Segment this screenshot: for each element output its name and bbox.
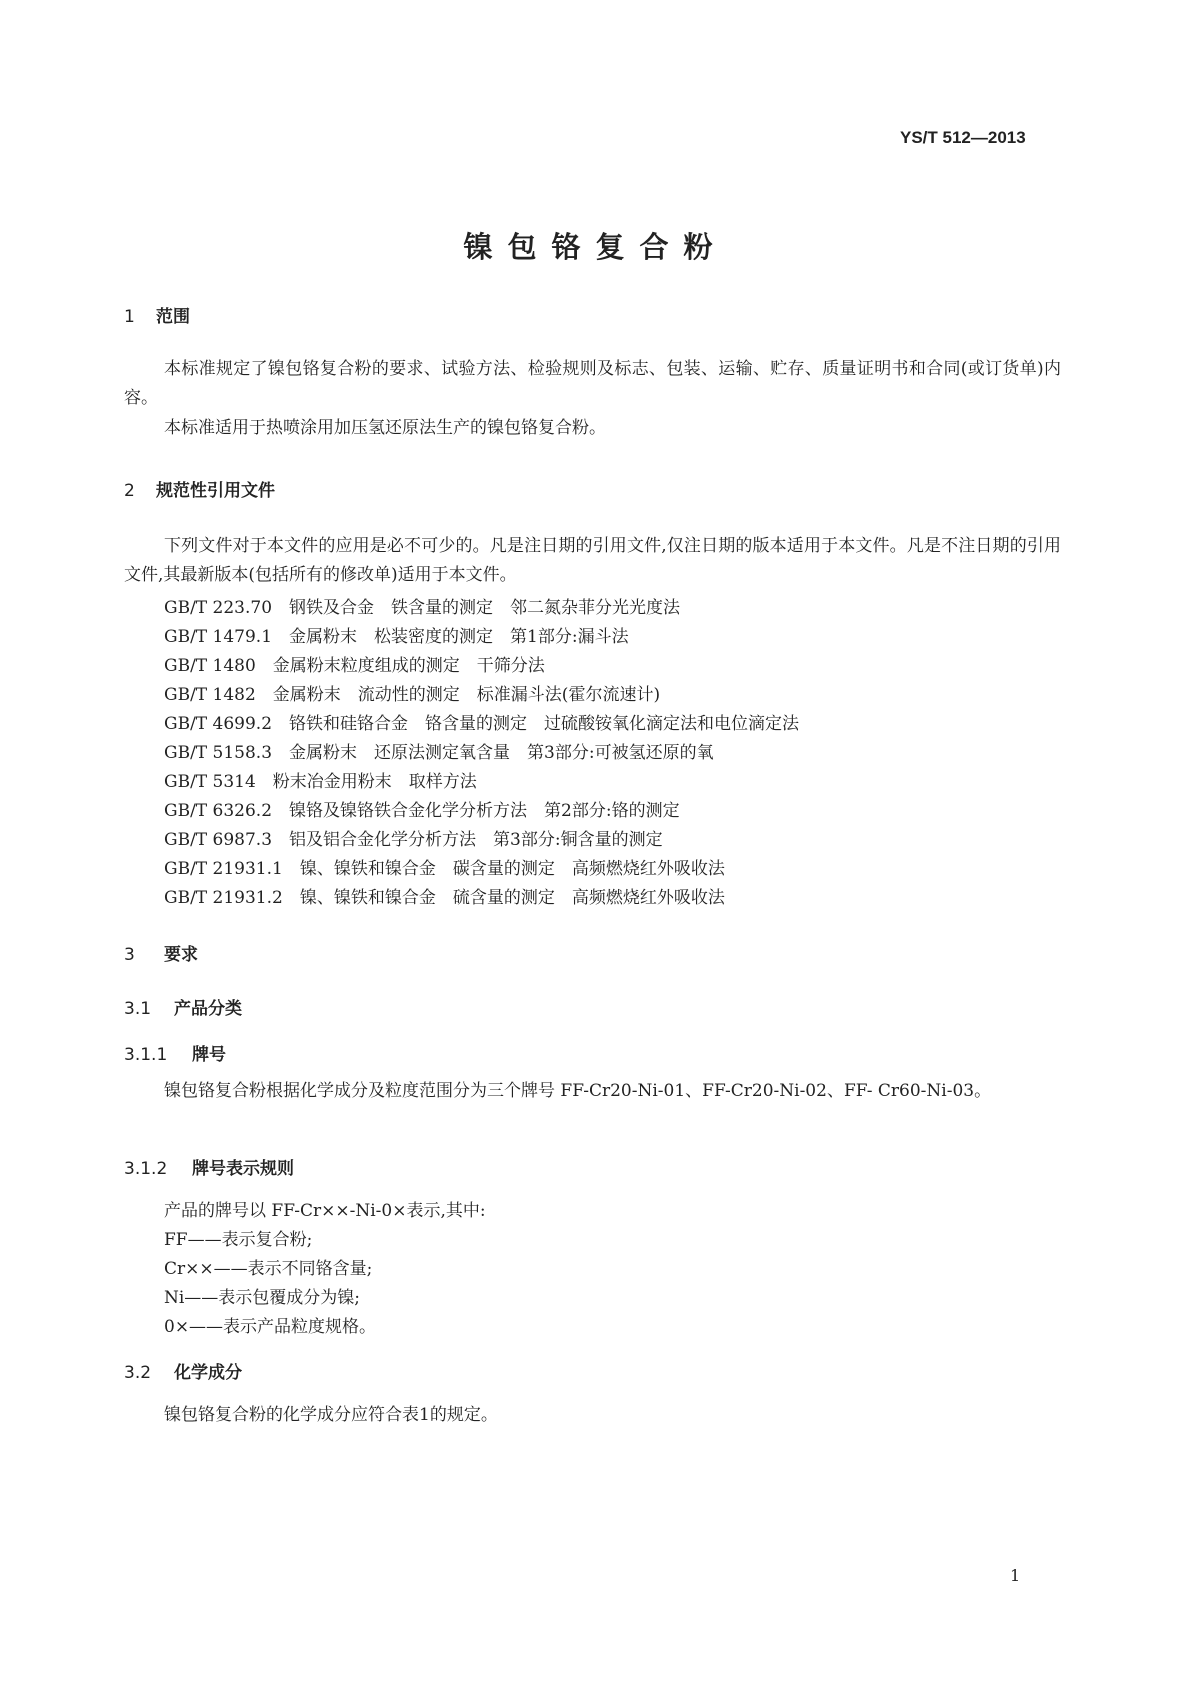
section-title: 规范性引用文件 xyxy=(156,481,275,501)
section-2-heading xyxy=(124,476,275,501)
section-title: 要求 xyxy=(164,945,198,965)
section-title: 范围 xyxy=(156,307,190,327)
standard-number: YS/T 512—2013 xyxy=(900,128,1026,147)
subsection-3-1-2-heading xyxy=(124,1154,294,1179)
rule-line: Cr××——表示不同铬含量; xyxy=(164,1259,373,1279)
reference-item: GB/T 223.70 钢铁及合金 铁含量的测定 邻二氮杂菲分光光度法 xyxy=(164,598,681,618)
subsection-3-1-1-heading xyxy=(124,1040,226,1065)
reference-item: GB/T 4699.2 铬铁和硅铬合金 铬含量的测定 过硫酸铵氧化滴定法和电位滴定法 xyxy=(164,714,800,734)
rule-line: 产品的牌号以 FF-Cr××-Ni-0×表示,其中: xyxy=(164,1201,486,1221)
section-number: 1 xyxy=(124,307,135,327)
subsection-3-1-heading xyxy=(124,994,242,1019)
section-number: 3.1.1 xyxy=(124,1045,168,1065)
subsection-3-2-heading xyxy=(124,1358,242,1383)
section-number: 3.1 xyxy=(124,999,152,1019)
section-number: 2 xyxy=(124,481,135,501)
section-number: 3.2 xyxy=(124,1363,152,1383)
reference-item: GB/T 5314 粉末冶金用粉末 取样方法 xyxy=(164,772,477,792)
rule-line: 0×——表示产品粒度规格。 xyxy=(164,1317,377,1337)
section-1-heading xyxy=(124,302,190,327)
paragraph: 本标准适用于热喷涂用加压氢还原法生产的镍包铬复合粉。 xyxy=(164,418,606,438)
reference-item: GB/T 6987.3 铝及铝合金化学分析方法 第3部分:铜含量的测定 xyxy=(164,830,663,850)
paragraph: 本标准规定了镍包铬复合粉的要求、试验方法、检验规则及标志、包装、运输、贮存、质量证明书和合同(或订货单)内容。 xyxy=(124,359,1061,408)
rule-line: Ni——表示包覆成分为镍; xyxy=(164,1288,361,1308)
reference-item: GB/T 6326.2 镍铬及镍铬铁合金化学分析方法 第2部分:铬的测定 xyxy=(164,801,680,821)
section-title: 产品分类 xyxy=(174,999,242,1019)
section-number: 3.1.2 xyxy=(124,1159,168,1179)
rule-line: FF——表示复合粉; xyxy=(164,1230,313,1250)
section-title: 牌号 xyxy=(192,1045,226,1065)
reference-item: GB/T 5158.3 金属粉末 还原法测定氧含量 第3部分:可被氢还原的氧 xyxy=(164,743,714,763)
page-number: 1 xyxy=(1010,1566,1021,1585)
section-3-heading xyxy=(124,940,198,965)
reference-item: GB/T 21931.2 镍、镍铁和镍合金 硫含量的测定 高频燃烧红外吸收法 xyxy=(164,888,725,908)
paragraph: 下列文件对于本文件的应用是必不可少的。凡是注日期的引用文件,仅注日期的版本适用于本文件。凡是不注日期的引用文件,其最新版本(包括所有的修改单)适用于本文件。 xyxy=(124,536,1061,585)
reference-item: GB/T 1482 金属粉末 流动性的测定 标准漏斗法(霍尔流速计) xyxy=(164,685,661,705)
reference-item: GB/T 1480 金属粉末粒度组成的测定 干筛分法 xyxy=(164,656,545,676)
document-title: 镍包铬复合粉 xyxy=(463,230,728,264)
reference-item: GB/T 21931.1 镍、镍铁和镍合金 碳含量的测定 高频燃烧红外吸收法 xyxy=(164,859,725,879)
reference-item: GB/T 1479.1 金属粉末 松装密度的测定 第1部分:漏斗法 xyxy=(164,627,629,647)
paragraph: 镍包铬复合粉的化学成分应符合表1的规定。 xyxy=(164,1405,498,1425)
paragraph: 镍包铬复合粉根据化学成分及粒度范围分为三个牌号 FF-Cr20-Ni-01、FF-Cr20-Ni-02、FF- Cr60-Ni-03。 xyxy=(164,1081,992,1101)
section-title: 牌号表示规则 xyxy=(192,1159,294,1179)
section-title: 化学成分 xyxy=(174,1363,242,1383)
section-number: 3 xyxy=(124,945,135,965)
